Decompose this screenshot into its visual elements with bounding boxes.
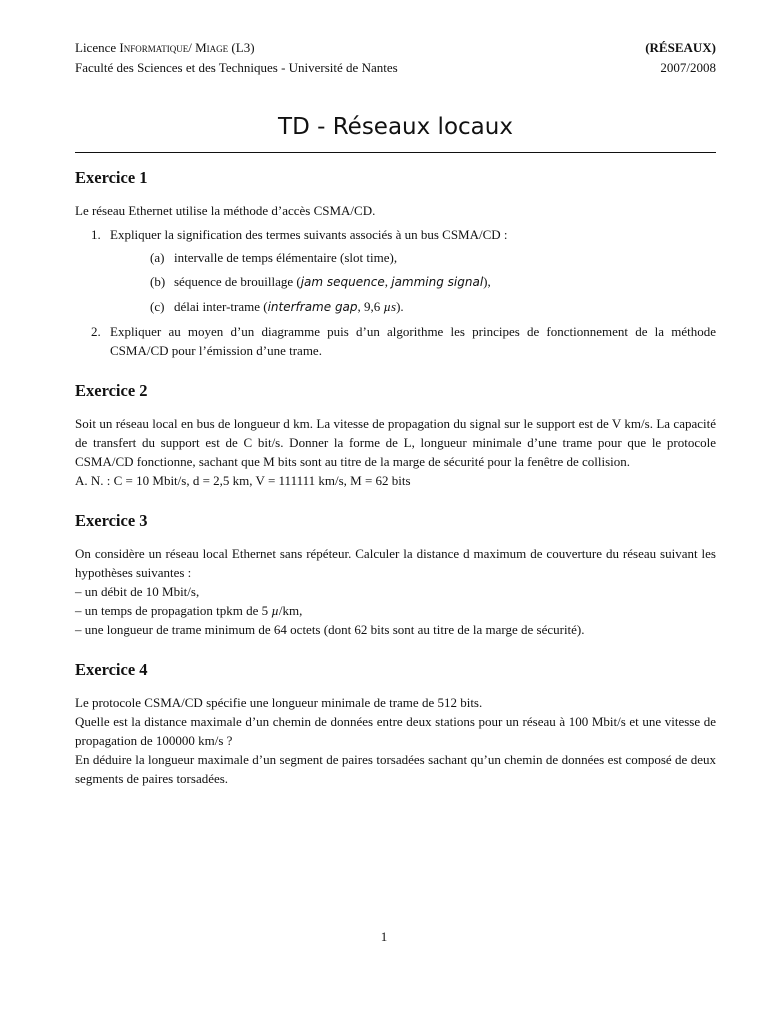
question-2-number: 2. (91, 324, 101, 339)
question-2-text: Expliquer au moyen d’un diagramme puis d’un algorithme les principes de fonctionnement de la méthode CSMA/CD pour l’émission d’une trame. (110, 324, 716, 358)
term-jamming-signal: jamming signal (391, 275, 484, 289)
document-page (75, 38, 716, 788)
exercise-1 (75, 166, 716, 360)
subitem-c (110, 297, 716, 317)
course-informatique: Informatique (119, 40, 189, 55)
subitem-b-prefix: séquence de brouillage ( (174, 274, 301, 289)
document-title: TD - Réseaux locaux (278, 114, 513, 140)
subitem-c-suffix: ). (396, 299, 404, 314)
course-miage: Miage (195, 40, 229, 55)
faculty-label: Faculté des Sciences et des Techniques - Université de Nantes (75, 60, 398, 75)
exercise-3-item-1: – un débit de 10 Mbit/s, (75, 584, 200, 599)
subject-label: (RÉSEAUX) (645, 40, 716, 55)
course-label (75, 38, 255, 58)
question-1-text: Expliquer la signification des termes suivants associés à un bus CSMA/CD : (110, 227, 508, 242)
question-1-number: 1. (91, 227, 101, 242)
page-number: 1 (380, 929, 388, 944)
subitem-b-label: (b) (150, 274, 166, 289)
term-jam-sequence: jam sequence (300, 275, 385, 289)
term-interframe-gap: interframe gap (267, 300, 358, 314)
exercise-2 (75, 379, 716, 490)
course-separator: / (188, 40, 196, 55)
course-prefix: Licence (75, 40, 120, 55)
course-level: (L3) (228, 40, 255, 55)
exercise-1-heading: Exercice 1 (75, 168, 148, 187)
exercise-3-paragraph: On considère un réseau local Ethernet sans répéteur. Calculer la distance d maximum de couverture du réseau suivant les hypothèses suivantes : (75, 546, 716, 580)
subitem-b-comma: , (384, 274, 392, 289)
exercise-3-item-2-prefix: – un temps de propagation tpkm de 5 (75, 603, 272, 618)
exercise-4 (75, 658, 716, 788)
exercise-3 (75, 509, 716, 639)
exercise-4-line-3: En déduire la longueur maximale d’un segment de paires torsadées sachant qu’un chemin de données est composé de deux segments de paires torsadées. (75, 752, 716, 786)
title-divider (75, 152, 716, 153)
exercise-2-heading: Exercice 2 (75, 381, 148, 400)
subitem-a-text: intervalle de temps élémentaire (slot time), (174, 250, 398, 265)
page-header (75, 38, 716, 78)
subitem-a-label: (a) (150, 250, 165, 265)
exercise-3-heading: Exercice 3 (75, 511, 148, 530)
exercise-1-intro: Le réseau Ethernet utilise la méthode d’accès CSMA/CD. (75, 203, 376, 218)
exercise-4-line-1: Le protocole CSMA/CD spécifie une longueur minimale de trame de 512 bits. (75, 695, 483, 710)
exercise-3-item-2-unit: µ (271, 603, 279, 618)
subitem-c-label: (c) (150, 299, 165, 314)
exercise-3-item-2-suffix: /km, (278, 603, 303, 618)
question-1 (75, 225, 716, 317)
exercise-4-heading: Exercice 4 (75, 660, 148, 679)
question-1-subitems (110, 248, 716, 317)
subitem-b-suffix: ), (483, 274, 491, 289)
exercise-1-questions (75, 225, 716, 360)
subitem-b (110, 272, 716, 292)
subitem-a (110, 248, 716, 267)
exercise-3-item-2 (75, 601, 716, 620)
exercise-4-line-2: Quelle est la distance maximale d’un chemin de données entre deux stations pour un réseau à 100 Mbit/s et une vitesse de propagation de 100000 km/s ? (75, 714, 716, 748)
subitem-c-value: , 9,6 (357, 299, 384, 314)
exercise-2-paragraph: Soit un réseau local en bus de longueur d km. La vitesse de propagation du signal sur le support est de V km/s. La capacité de transfert du support est de C bit/s. Donner la forme de L, longueur minimale d’une trame pour que le protocole CSMA/CD fonctionne, sachant que M bits sont au titre de la marge de sécurité pour la fenêtre de collision. (75, 416, 716, 469)
year-label: 2007/2008 (660, 60, 716, 75)
question-2 (75, 322, 716, 360)
header-row-1 (75, 38, 716, 58)
subitem-c-unit: µs (383, 299, 397, 314)
exercise-3-item-3: – une longueur de trame minimum de 64 octets (dont 62 bits sont au titre de la marge de sécurité). (75, 622, 585, 637)
subitem-c-prefix: délai inter-trame ( (174, 299, 268, 314)
exercise-2-application: A. N. : C = 10 Mbit/s, d = 2,5 km, V = 111111 km/s, M = 62 bits (75, 473, 411, 488)
header-row-2 (75, 58, 716, 78)
